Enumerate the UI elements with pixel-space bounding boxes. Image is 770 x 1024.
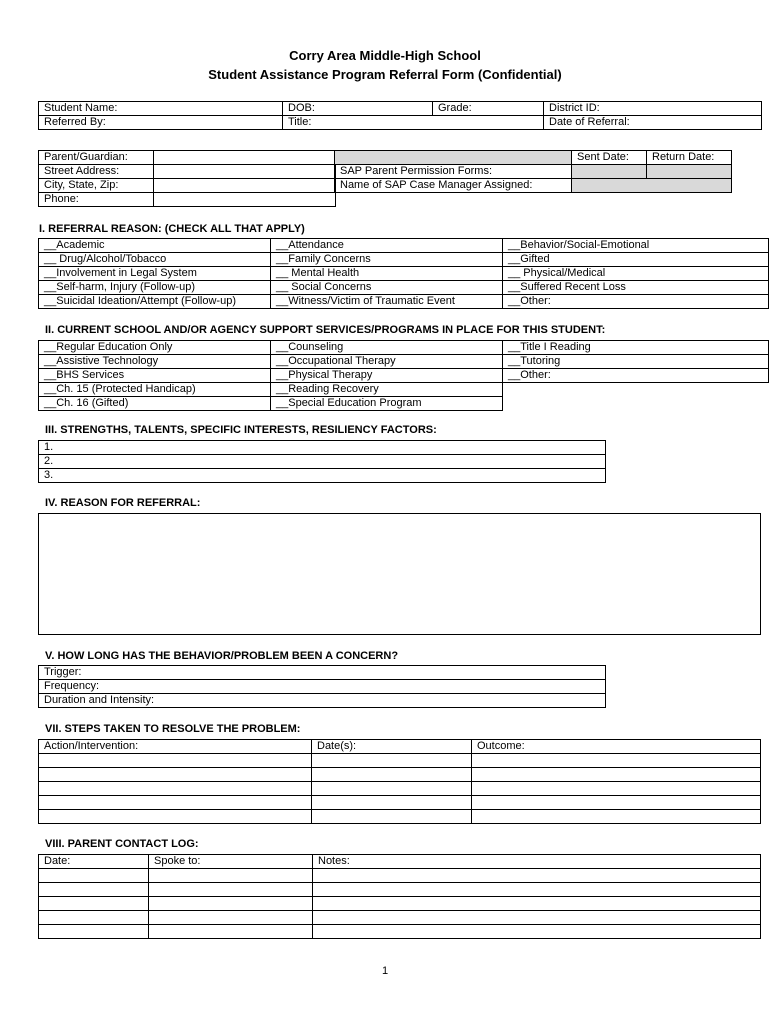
return-date-input[interactable] [647, 165, 732, 179]
table-cell[interactable] [39, 768, 312, 782]
city-state-zip-input[interactable] [154, 179, 336, 193]
school-name: Corry Area Middle-High School [289, 48, 481, 63]
strength-line[interactable]: 2. [39, 455, 606, 469]
service-option[interactable]: __Physical Therapy [271, 369, 503, 383]
form-title: Student Assistance Program Referral Form (Confidential) [208, 67, 562, 82]
street-address-label: Street Address: [39, 165, 154, 179]
section1-heading: I. REFERRAL REASON: (CHECK ALL THAT APPLY) [39, 223, 305, 235]
street-address-input[interactable] [154, 165, 336, 179]
empty-cell [503, 397, 769, 411]
parent-contact-log-table [38, 854, 761, 939]
reason-option[interactable]: __Involvement in Legal System [39, 267, 271, 281]
table-cell[interactable] [312, 782, 472, 796]
city-state-zip-label: City, State, Zip: [39, 179, 154, 193]
case-manager-label: Name of SAP Case Manager Assigned: [335, 179, 572, 193]
service-option[interactable]: __Regular Education Only [39, 341, 271, 355]
table-cell[interactable] [472, 782, 761, 796]
phone-input[interactable] [154, 193, 336, 207]
outcome-header: Outcome: [472, 740, 761, 754]
reason-for-referral-textarea[interactable] [38, 513, 761, 635]
return-date-header: Return Date: [647, 151, 732, 165]
empty-cell [503, 383, 769, 397]
reason-option[interactable]: __ Mental Health [271, 267, 503, 281]
table-cell[interactable] [39, 810, 312, 824]
section3-heading: III. STRENGTHS, TALENTS, SPECIFIC INTERESTS, RESILIENCY FACTORS: [45, 424, 437, 436]
sent-date-header: Sent Date: [572, 151, 647, 165]
table-cell[interactable] [472, 754, 761, 768]
support-services-table [38, 340, 769, 411]
service-option[interactable]: __Occupational Therapy [271, 355, 503, 369]
table-cell[interactable] [472, 810, 761, 824]
section8-heading: VIII. PARENT CONTACT LOG: [45, 838, 199, 850]
section7-heading: VII. STEPS TAKEN TO RESOLVE THE PROBLEM: [45, 723, 301, 735]
service-option[interactable]: __Other: [503, 369, 769, 383]
reason-option[interactable]: __Other: [503, 295, 769, 309]
reason-option[interactable]: __ Drug/Alcohol/Tobacco [39, 253, 271, 267]
title-field[interactable]: Title: [283, 116, 544, 130]
reason-option[interactable]: __Witness/Victim of Traumatic Event [271, 295, 503, 309]
table-cell[interactable] [39, 897, 149, 911]
spoke-to-header: Spoke to: [149, 855, 313, 869]
district-id-field[interactable]: District ID: [544, 102, 762, 116]
table-cell[interactable] [39, 883, 149, 897]
reason-option[interactable]: __Suicidal Ideation/Attempt (Follow-up) [39, 295, 271, 309]
table-cell[interactable] [312, 796, 472, 810]
service-option[interactable]: __Ch. 16 (Gifted) [39, 397, 271, 411]
reason-option[interactable]: __ Social Concerns [271, 281, 503, 295]
reason-option[interactable]: __Suffered Recent Loss [503, 281, 769, 295]
reason-option[interactable]: __Gifted [503, 253, 769, 267]
service-option[interactable]: __BHS Services [39, 369, 271, 383]
service-option[interactable]: __Assistive Technology [39, 355, 271, 369]
case-manager-input[interactable] [572, 179, 732, 193]
table-cell[interactable] [149, 911, 313, 925]
page-number: 1 [381, 965, 389, 977]
table-cell[interactable] [472, 768, 761, 782]
table-cell[interactable] [39, 782, 312, 796]
phone-label: Phone: [39, 193, 154, 207]
referral-reason-table [38, 238, 769, 309]
table-cell[interactable] [312, 754, 472, 768]
section4-heading: IV. REASON FOR REFERRAL: [45, 497, 201, 509]
section5-heading: V. HOW LONG HAS THE BEHAVIOR/PROBLEM BEEN A CONCERN? [45, 650, 399, 662]
table-cell[interactable] [313, 883, 761, 897]
table-cell[interactable] [149, 925, 313, 939]
duration-intensity-field[interactable]: Duration and Intensity: [39, 694, 606, 708]
notes-header: Notes: [313, 855, 761, 869]
table-cell[interactable] [39, 754, 312, 768]
reason-option[interactable]: __Self-harm, Injury (Follow-up) [39, 281, 271, 295]
service-option[interactable]: __Tutoring [503, 355, 769, 369]
section2-heading: II. CURRENT SCHOOL AND/OR AGENCY SUPPORT SERVICES/PROGRAMS IN PLACE FOR THIS STUDENT: [45, 324, 606, 336]
strength-line[interactable]: 3. [39, 469, 606, 483]
sap-permission-table [334, 150, 732, 193]
table-cell[interactable] [313, 925, 761, 939]
student-info-table [38, 101, 762, 130]
strengths-table [38, 440, 606, 483]
steps-taken-table [38, 739, 761, 824]
sent-date-input[interactable] [572, 165, 647, 179]
strength-line[interactable]: 1. [39, 441, 606, 455]
reason-option[interactable]: __Behavior/Social-Emotional [503, 239, 769, 253]
service-option[interactable]: __Counseling [271, 341, 503, 355]
behavior-duration-table [38, 665, 606, 708]
frequency-field[interactable]: Frequency: [39, 680, 606, 694]
trigger-field[interactable]: Trigger: [39, 666, 606, 680]
date-of-referral-field[interactable]: Date of Referral: [544, 116, 762, 130]
table-cell[interactable] [472, 796, 761, 810]
dates-header: Date(s): [312, 740, 472, 754]
table-cell[interactable] [312, 810, 472, 824]
dob-field[interactable]: DOB: [283, 102, 433, 116]
table-cell[interactable] [39, 796, 312, 810]
table-cell[interactable] [313, 897, 761, 911]
permission-forms-label: SAP Parent Permission Forms: [335, 165, 572, 179]
table-cell[interactable] [149, 869, 313, 883]
student-name-field[interactable]: Student Name: [39, 102, 283, 116]
table-cell[interactable] [313, 911, 761, 925]
table-cell[interactable] [39, 925, 149, 939]
reason-option[interactable]: __ Physical/Medical [503, 267, 769, 281]
reason-option[interactable]: __Family Concerns [271, 253, 503, 267]
service-option[interactable]: __Ch. 15 (Protected Handicap) [39, 383, 271, 397]
table-cell[interactable] [39, 911, 149, 925]
reason-option[interactable]: __Academic [39, 239, 271, 253]
service-option[interactable]: __Special Education Program [271, 397, 503, 411]
table-cell[interactable] [312, 768, 472, 782]
table-cell[interactable] [149, 897, 313, 911]
parent-guardian-input[interactable] [154, 151, 336, 165]
referred-by-field[interactable]: Referred By: [39, 116, 283, 130]
sap-gray-header [335, 151, 572, 165]
table-cell[interactable] [149, 883, 313, 897]
reason-option[interactable]: __Attendance [271, 239, 503, 253]
table-cell[interactable] [313, 869, 761, 883]
service-option[interactable]: __Title I Reading [503, 341, 769, 355]
action-intervention-header: Action/Intervention: [39, 740, 312, 754]
grade-field[interactable]: Grade: [433, 102, 544, 116]
parent-info-table [38, 150, 336, 207]
date-header: Date: [39, 855, 149, 869]
parent-guardian-label: Parent/Guardian: [39, 151, 154, 165]
service-option[interactable]: __Reading Recovery [271, 383, 503, 397]
table-cell[interactable] [39, 869, 149, 883]
